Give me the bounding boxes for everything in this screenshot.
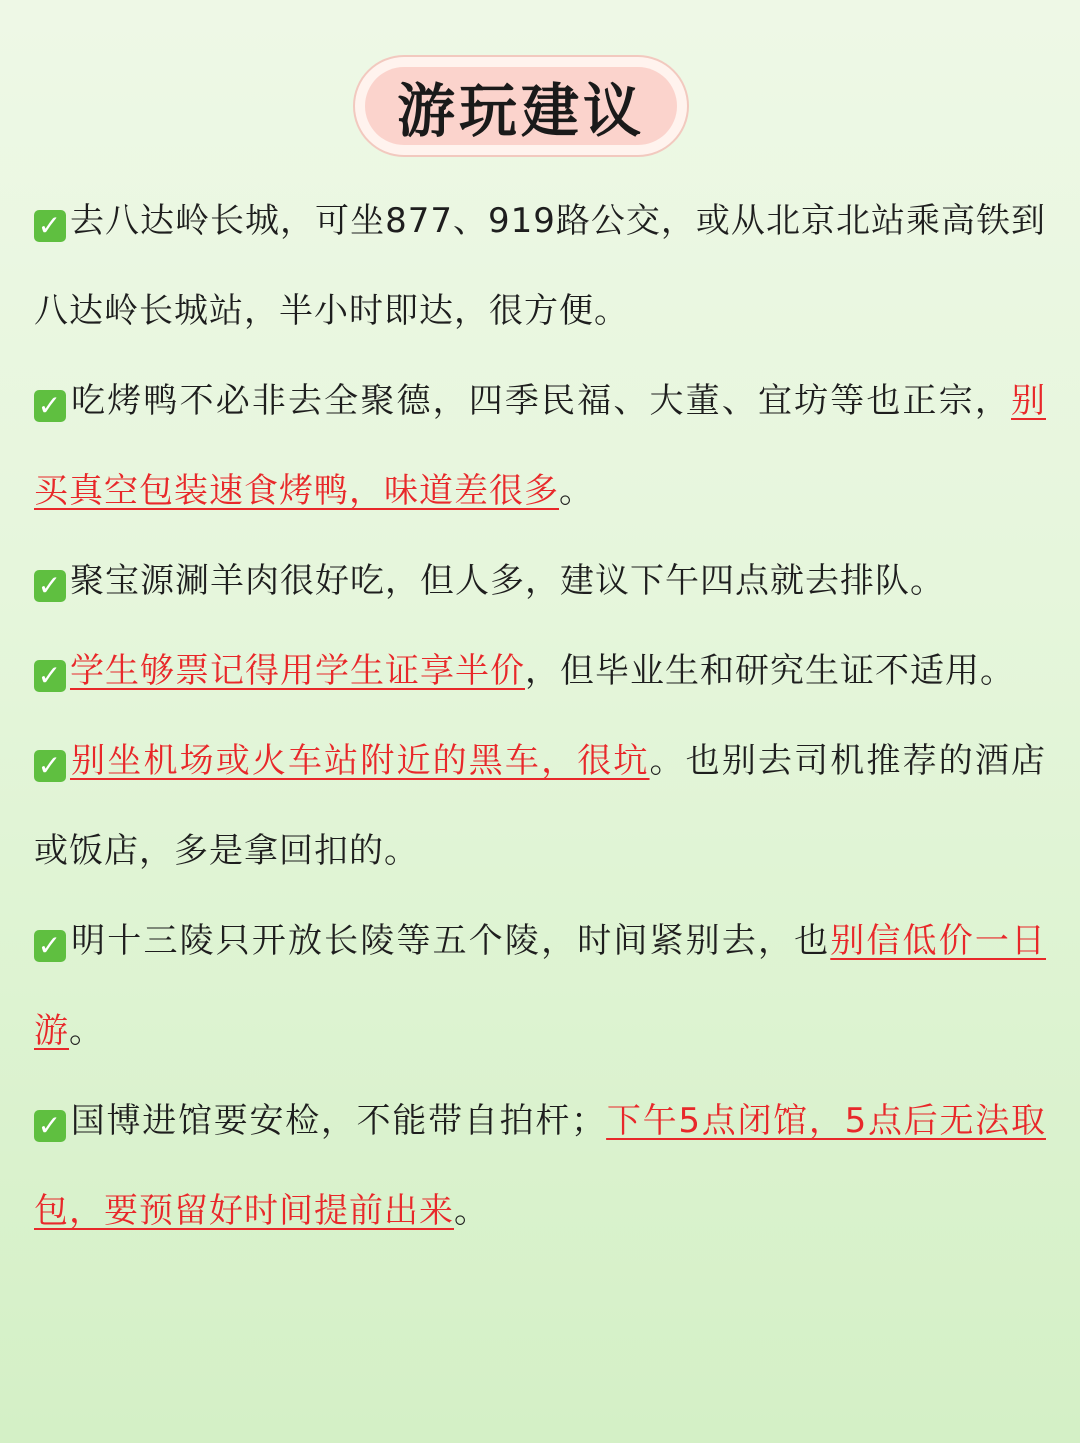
tip-text: ，但毕业生和研究生证不适用。 — [525, 651, 1015, 691]
tip-highlight: 别买真空包装速食烤鸭，味道差很多 — [34, 381, 1046, 511]
tip-text: 明十三陵只开放长陵等五个陵，时间紧别去，也 — [70, 921, 831, 961]
tip-text: 国博进馆要安检，不能带自拍杆； — [70, 1101, 607, 1141]
tip-highlight: 别信低价一日游 — [34, 921, 1047, 1051]
tip-text: 吃烤鸭不必非去全聚德，四季民福、大董、宜坊等也正宗， — [70, 381, 1011, 421]
tips-list — [34, 176, 1046, 1256]
tip-item — [34, 1076, 1046, 1256]
check-icon: ✓ — [34, 390, 66, 422]
tip-text: 。 — [559, 471, 594, 511]
tip-text: 去八达岭长城，可坐877、919路公交，或从北京北站乘高铁到八达岭长城站，半小时即达，很方便。 — [34, 201, 1046, 331]
check-icon: ✓ — [34, 660, 66, 692]
tip-item — [34, 626, 1046, 716]
check-icon: ✓ — [34, 1110, 66, 1142]
tip-text: 。 — [454, 1191, 489, 1231]
tip-item — [34, 716, 1046, 896]
tip-item — [34, 176, 1046, 356]
tip-item — [34, 356, 1046, 536]
check-icon: ✓ — [34, 750, 66, 782]
tip-text: 。 — [69, 1011, 104, 1051]
check-icon: ✓ — [34, 210, 66, 242]
tip-highlight: 学生够票记得用学生证享半价 — [70, 651, 525, 691]
tip-highlight: 别坐机场或火车站附近的黑车，很坑 — [70, 741, 650, 781]
page-title: 游玩建议 — [365, 67, 677, 145]
tip-text: 聚宝源涮羊肉很好吃，但人多，建议下午四点就去排队。 — [70, 561, 945, 601]
check-icon: ✓ — [34, 570, 66, 602]
tip-text: 。也别去司机推荐的酒店或饭店，多是拿回扣的。 — [34, 741, 1047, 871]
title-badge — [355, 57, 687, 155]
tip-highlight: 下午5点闭馆，5点后无法取包，要预留好时间提前出来 — [34, 1101, 1046, 1231]
check-icon: ✓ — [34, 930, 66, 962]
tip-item — [34, 536, 1046, 626]
tip-item — [34, 896, 1046, 1076]
